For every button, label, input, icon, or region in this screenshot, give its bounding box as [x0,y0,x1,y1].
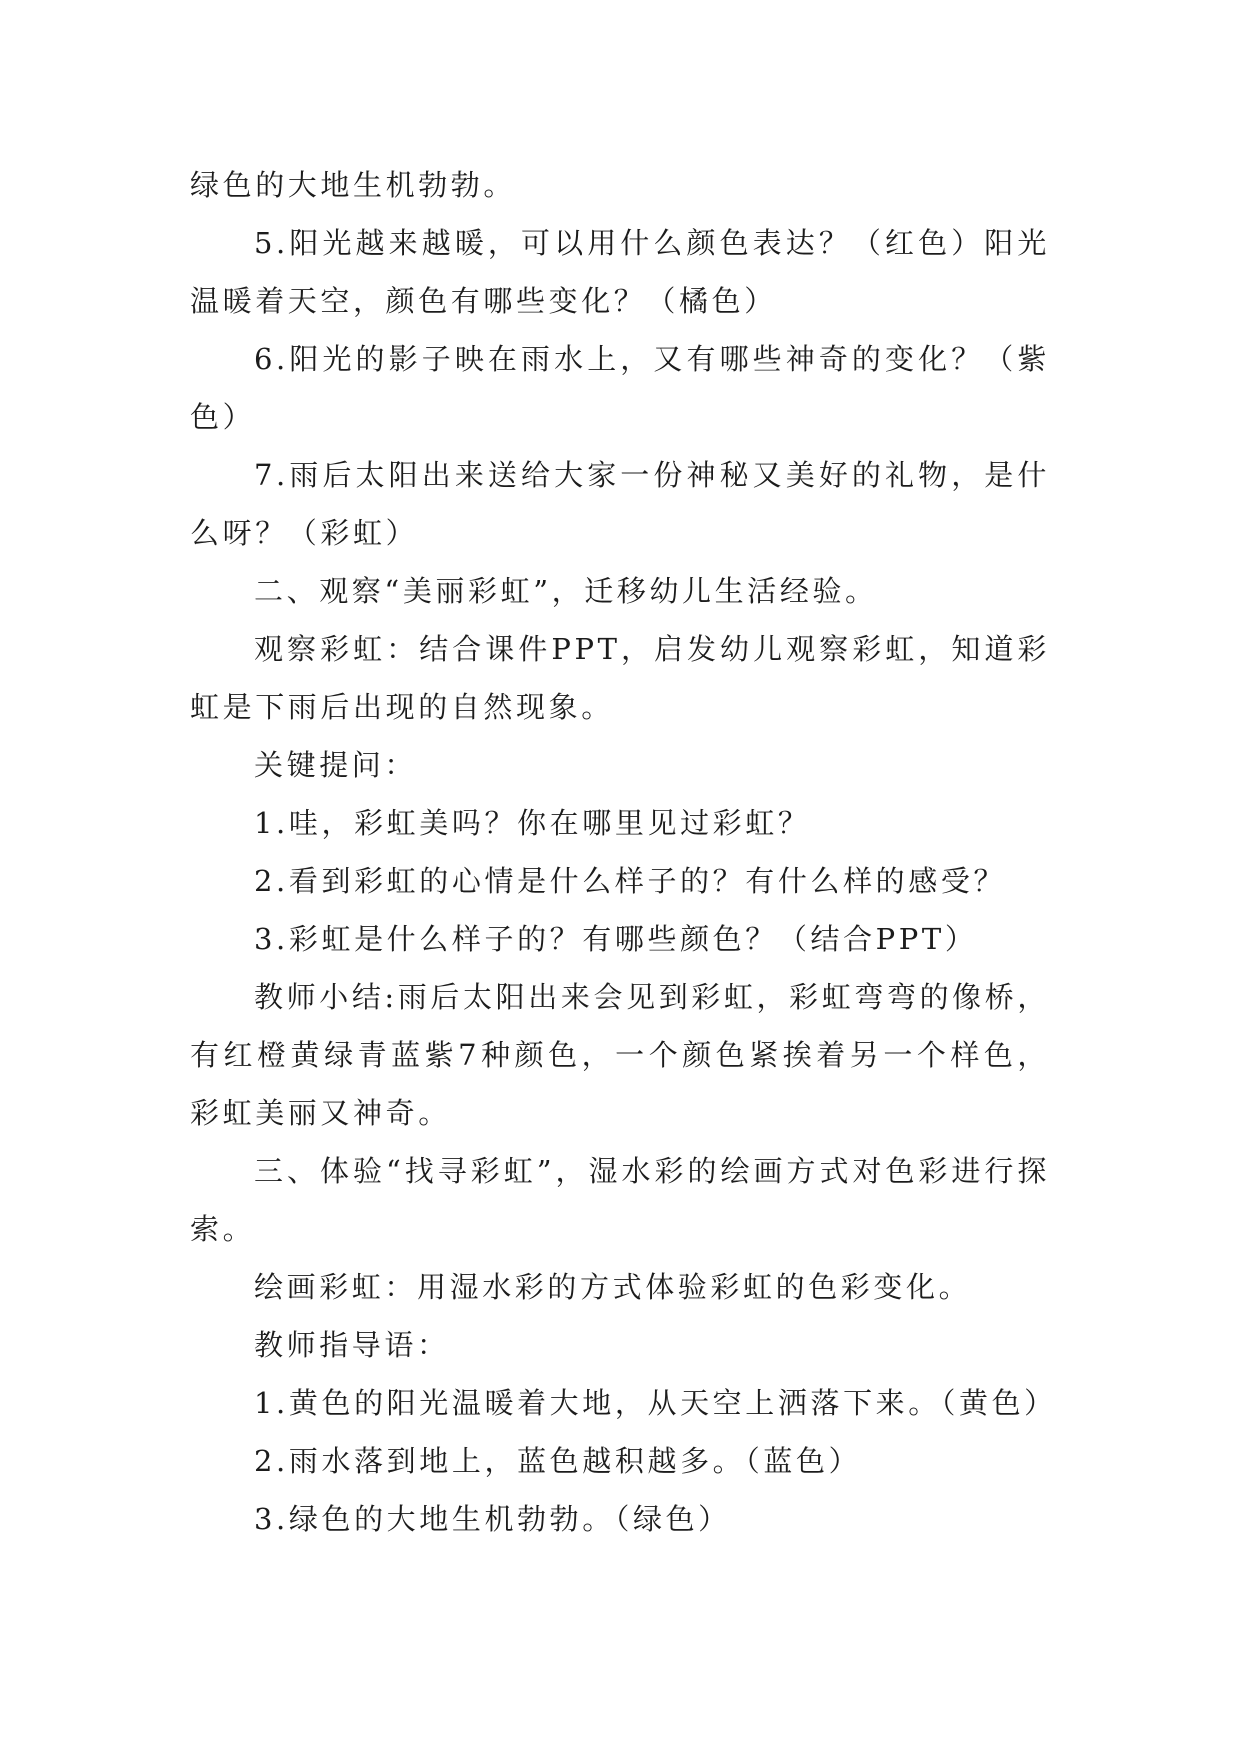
paragraph: 教师指导语： [254,1328,450,1362]
paragraph: 7.雨后太阳出来送给大家一份神秘又美好的礼物，是什么呀？（彩虹） [190,458,1050,550]
document-body [190,156,1057,1548]
section-heading: 二、观察“美丽彩虹”，迁移幼儿生活经验。 [254,574,878,608]
list-item: 2.雨水落到地上，蓝色越积越多。（蓝色） [254,1444,862,1478]
paragraph: 5.阳光越来越暖，可以用什么颜色表达？（红色）阳光温暖着天空，颜色有哪些变化？（橘色） [190,226,1050,318]
paragraph: 观察彩虹：结合课件PPT，启发幼儿观察彩虹，知道彩虹是下雨后出现的自然现象。 [190,632,1050,724]
list-item: 3.绿色的大地生机勃勃。（绿色） [254,1502,731,1536]
list-item: 3.彩虹是什么样子的？有哪些颜色？（结合PPT） [254,922,978,956]
list-item: 1.黄色的阳光温暖着大地，从天空上洒落下来。（黄色） [254,1386,1057,1420]
paragraph: 关键提问： [254,748,418,782]
section-heading: 三、体验“找寻彩虹”，湿水彩的绘画方式对色彩进行探索。 [190,1154,1050,1246]
paragraph: 绘画彩虹：用湿水彩的方式体验彩虹的色彩变化。 [254,1270,972,1304]
paragraph: 6.阳光的影子映在雨水上，又有哪些神奇的变化？（紫色） [190,342,1050,434]
list-item: 2.看到彩虹的心情是什么样子的？有什么样的感受？ [254,864,1007,898]
paragraph: 绿色的大地生机勃勃。 [190,168,517,202]
paragraph: 教师小结:雨后太阳出来会见到彩虹，彩虹弯弯的像桥，有红橙黄绿青蓝紫7种颜色，一个颜色紧挨着另一个样色，彩虹美丽又神奇。 [190,980,1050,1130]
list-item: 1.哇，彩虹美吗？你在哪里见过彩虹？ [254,806,811,840]
